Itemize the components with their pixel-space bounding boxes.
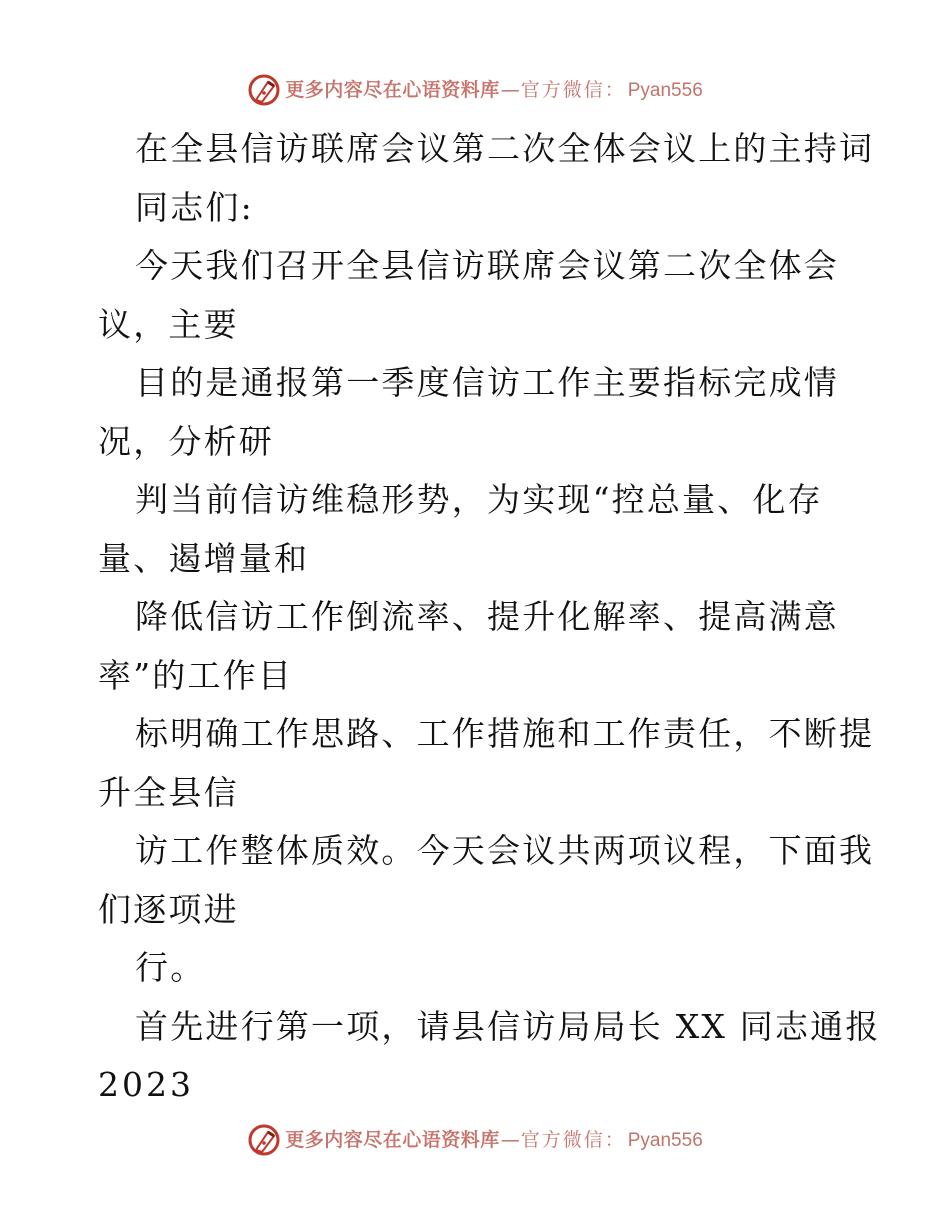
red-pen-nib-logo-icon [247, 1123, 281, 1157]
watermark-brand: 更多内容尽在心语资料库 [285, 78, 500, 101]
document-line: 们逐项进 [98, 889, 239, 929]
document-line: 量、遏增量和 [98, 538, 310, 578]
red-pen-nib-logo-icon [247, 73, 281, 107]
document-line: 2023 [98, 1065, 194, 1104]
watermark-wechat-id: Pyan556 [627, 1129, 703, 1151]
watermark-dash: — [500, 1128, 520, 1151]
watermark-official-label: 官方微信： [520, 78, 626, 101]
document-title: 在全县信访联席会议第二次全体会议上的主持词 [135, 129, 875, 168]
document-line: 降低信访工作倒流率、提升化解率、提高满意 [135, 597, 839, 636]
document-line: 目的是通报第一季度信访工作主要指标完成情 [135, 363, 839, 402]
document-line: 访工作整体质效。今天会议共两项议程，下面我 [135, 831, 875, 870]
document-lines [98, 179, 881, 1115]
document-line: 首先进行第一项，请县信访局局长 XX 同志通报 [135, 1006, 881, 1046]
footer-watermark [0, 1120, 950, 1160]
document-line: 议，主要 [98, 304, 239, 344]
header-watermark [0, 70, 950, 110]
watermark-official-label: 官方微信： [520, 1128, 626, 1151]
watermark-brand: 更多内容尽在心语资料库 [285, 1128, 500, 1151]
document-body [98, 120, 881, 1115]
document-line: 升全县信 [98, 772, 239, 812]
document-line: 判当前信访维稳形势，为实现“控总量、化存 [135, 480, 823, 519]
document-line: 率”的工作目 [98, 655, 294, 695]
watermark-wechat-id: Pyan556 [627, 79, 703, 101]
document-line: 况，分析研 [98, 421, 274, 461]
document-line: 行。 [135, 948, 206, 987]
document-line: 今天我们召开全县信访联席会议第二次全体会 [135, 246, 839, 285]
watermark-dash: — [500, 78, 520, 101]
document-line: 同志们: [135, 187, 254, 227]
document-line: 标明确工作思路、工作措施和工作责任，不断提 [135, 714, 875, 753]
